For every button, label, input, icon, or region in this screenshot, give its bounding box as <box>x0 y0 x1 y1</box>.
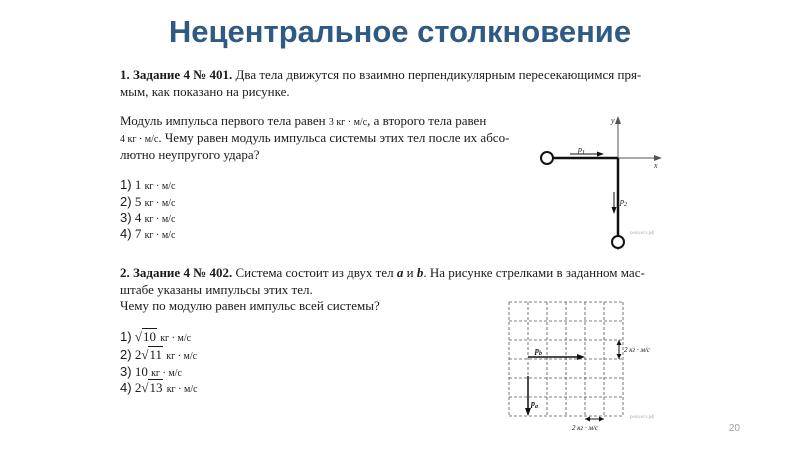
task1-text-line4: . Чему равен модуль импульса системы этих тел после их абсо- <box>158 130 510 145</box>
task1-figure <box>530 110 670 258</box>
p1-label: $p_1$ <box>578 145 585 156</box>
task2-heading: 2. Задание 4 № 402. <box>120 265 233 280</box>
answer-coefficient: 2 <box>134 347 142 362</box>
answer-unit: кг · м/с <box>166 351 198 362</box>
task2-text-line1b: . На рисунке стрелками в заданном мас- <box>423 265 645 280</box>
task2-answer-4 <box>120 380 198 398</box>
p1-arrowhead <box>597 152 604 157</box>
task2-text-line3: Чему по модулю равен импульс всей системы? <box>120 298 380 313</box>
pa-label: $p_a$ <box>531 399 538 410</box>
task2-figure <box>505 298 680 435</box>
task1-text-line2: мым, как показано на рисунке. <box>120 84 290 99</box>
pb-label: $p_b$ <box>535 346 542 357</box>
answer-number: 4) <box>120 226 132 241</box>
task2-answer-1 <box>120 329 191 347</box>
answer-unit: кг · м/с <box>144 181 176 192</box>
grid <box>509 302 623 416</box>
answer-radicand: 10 <box>142 329 156 344</box>
task1-text-line3b: , а второго тела равен <box>367 113 487 128</box>
task2-text-line1a: Система состоит из двух тел <box>235 265 394 280</box>
task2-text-line2: штабе указаны импульсы этих тел. <box>120 282 313 297</box>
answer-coefficient: 2 <box>134 380 142 395</box>
answer-unit: кг · м/с <box>144 198 176 209</box>
task1-value1: 3 кг · м/с <box>328 117 368 128</box>
task1-text-line5: лютно неупругого удара? <box>120 147 260 162</box>
answer-number: 1) <box>120 177 132 192</box>
slide-title: Нецентральное столкновение <box>168 14 632 49</box>
task1-line1 <box>120 67 641 83</box>
answer-value: 10 <box>134 364 148 379</box>
task1-line4 <box>120 130 509 148</box>
answer-value: 7 <box>134 226 142 241</box>
task2-answer-2 <box>120 347 197 365</box>
task2-b: b <box>416 265 424 280</box>
body1-circle <box>541 152 553 164</box>
figure1-watermark: решуегэ.рф <box>630 231 655 236</box>
task2-and: и <box>406 265 414 280</box>
p2-label: $p_2$ <box>620 197 627 208</box>
figure2-watermark: решуегэ.рф <box>630 415 655 420</box>
answer-unit: кг · м/с <box>160 333 192 344</box>
answer-unit: кг · м/с <box>144 214 176 225</box>
body2-circle <box>612 236 624 248</box>
answer-radicand: 13 <box>149 380 163 395</box>
answer-value: 5 <box>134 194 142 209</box>
task2-line1 <box>120 265 645 281</box>
task1-text-line3a: Модуль импульса первого тела равен <box>120 113 326 128</box>
sqrt-sign: √11 <box>141 347 162 362</box>
answer-number: 3) <box>120 364 132 379</box>
answer-unit: кг · м/с <box>151 368 182 379</box>
task1-line3 <box>120 113 486 131</box>
answer-value: 4 <box>134 210 142 225</box>
answer-number: 4) <box>120 380 132 395</box>
y-axis-arrow <box>615 116 621 124</box>
task1-value2: 4 кг · м/с <box>120 134 159 145</box>
task1-answer-4 <box>120 226 175 244</box>
answer-unit: кг · м/с <box>144 230 176 241</box>
sqrt-sign: √10 <box>134 329 156 344</box>
answer-value: 1 <box>134 177 142 192</box>
y-axis-label: y <box>611 116 615 125</box>
answer-number: 2) <box>120 347 132 362</box>
scale-h-label: 2 кг · м/с <box>572 424 599 432</box>
page-number: 20 <box>728 423 740 434</box>
answer-number: 3) <box>120 210 132 225</box>
scale-v-label: 2 кг · м/с <box>624 346 651 354</box>
task1-answer-1 <box>120 177 175 195</box>
task1-text-line1: Два тела движутся по взаимно перпендикулярным пересекающимся пря- <box>235 67 642 82</box>
answer-radicand: 11 <box>149 347 162 362</box>
x-axis-label: x <box>654 161 658 170</box>
answer-number: 1) <box>120 329 132 344</box>
answer-number: 2) <box>120 194 132 209</box>
pa-arrowhead <box>525 408 531 416</box>
answer-unit: кг · м/с <box>166 384 198 395</box>
sqrt-sign: √13 <box>141 380 163 395</box>
p2-arrowhead <box>612 207 617 214</box>
task2-a: a <box>396 265 404 280</box>
task1-heading: 1. Задание 4 № 401. <box>120 67 233 82</box>
